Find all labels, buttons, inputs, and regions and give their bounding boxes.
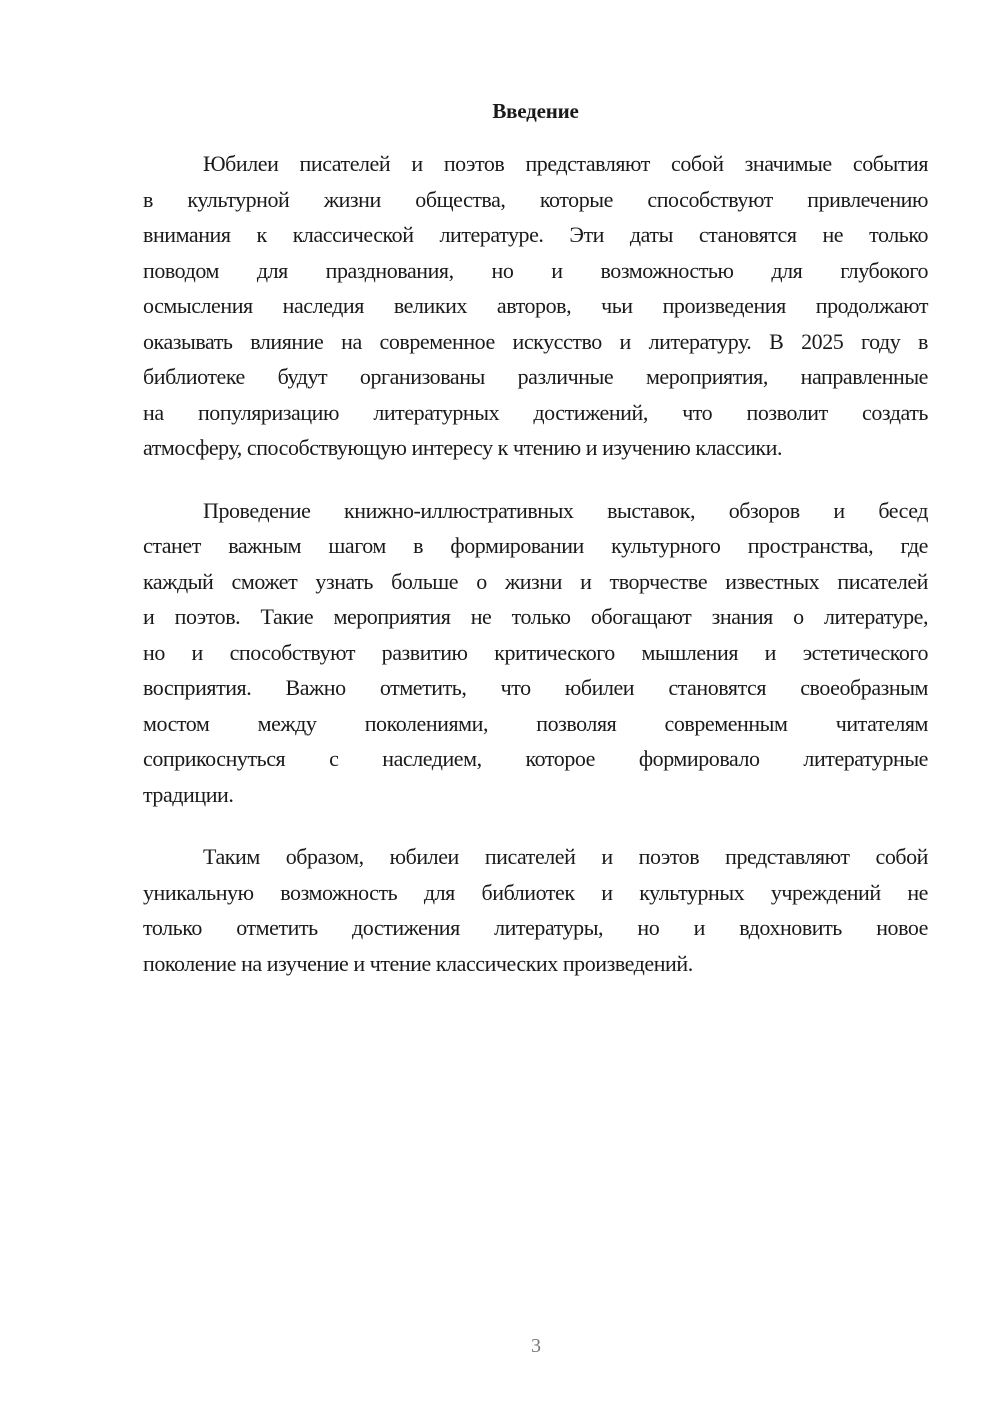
paragraph-line: традиции. <box>143 781 234 807</box>
paragraph-line: Проведение книжно-иллюстративных выставок, обзоров и бесед <box>203 497 928 523</box>
paragraph-line: и поэтов. Такие мероприятия не только обогащают знания о литературе, <box>143 604 928 629</box>
paragraph-line: Юбилеи писателей и поэтов представляют собой значимые события <box>203 151 928 176</box>
paragraph-line: соприкоснуться с наследием, которое формировало литературные <box>143 746 928 771</box>
paragraph-line: атмосферу, способствующую интересу к чтению и изучению классики. <box>143 435 783 460</box>
page-number: 3 <box>531 1335 541 1357</box>
section-title: Введение <box>492 99 579 123</box>
paragraph-line: внимания к классической литературе. Эти даты становятся не только <box>143 222 928 247</box>
paragraph-line: восприятия. Важно отметить, что юбилеи становятся своеобразным <box>143 675 928 700</box>
paragraph-line: на популяризацию литературных достижений, что позволит создать <box>143 399 928 425</box>
paragraph-line: поколение на изучение и чтение классических произведений. <box>143 950 693 976</box>
page-content <box>143 95 928 981</box>
paragraph-line: уникальную возможность для библиотек и культурных учреждений не <box>143 879 928 905</box>
paragraph-line: только отметить достижения литературы, но и вдохновить новое <box>143 915 928 940</box>
paragraph-line: но и способствуют развитию критического мышления и эстетического <box>143 639 928 665</box>
paragraph-line: Таким образом, юбилеи писателей и поэтов представляют собой <box>203 844 928 869</box>
paragraph-line: оказывать влияние на современное искусство и литературу. В 2025 году в <box>143 328 928 354</box>
paragraph-1 <box>143 146 928 466</box>
paragraph-3 <box>143 839 928 981</box>
paragraph-2 <box>143 493 928 813</box>
paragraph-line: каждый сможет узнать больше о жизни и творчестве известных писателей <box>143 568 928 594</box>
paragraph-line: станет важным шагом в формировании культурного пространства, где <box>143 533 928 558</box>
paragraph-line: библиотеке будут организованы различные мероприятия, направленные <box>143 364 928 389</box>
paragraph-line: поводом для празднования, но и возможностью для глубокого <box>143 257 928 283</box>
paragraph-line: осмысления наследия великих авторов, чьи произведения продолжают <box>143 293 928 318</box>
paragraph-line: мостом между поколениями, позволяя современным читателям <box>143 710 928 736</box>
paragraph-line: в культурной жизни общества, которые способствуют привлечению <box>143 186 928 212</box>
